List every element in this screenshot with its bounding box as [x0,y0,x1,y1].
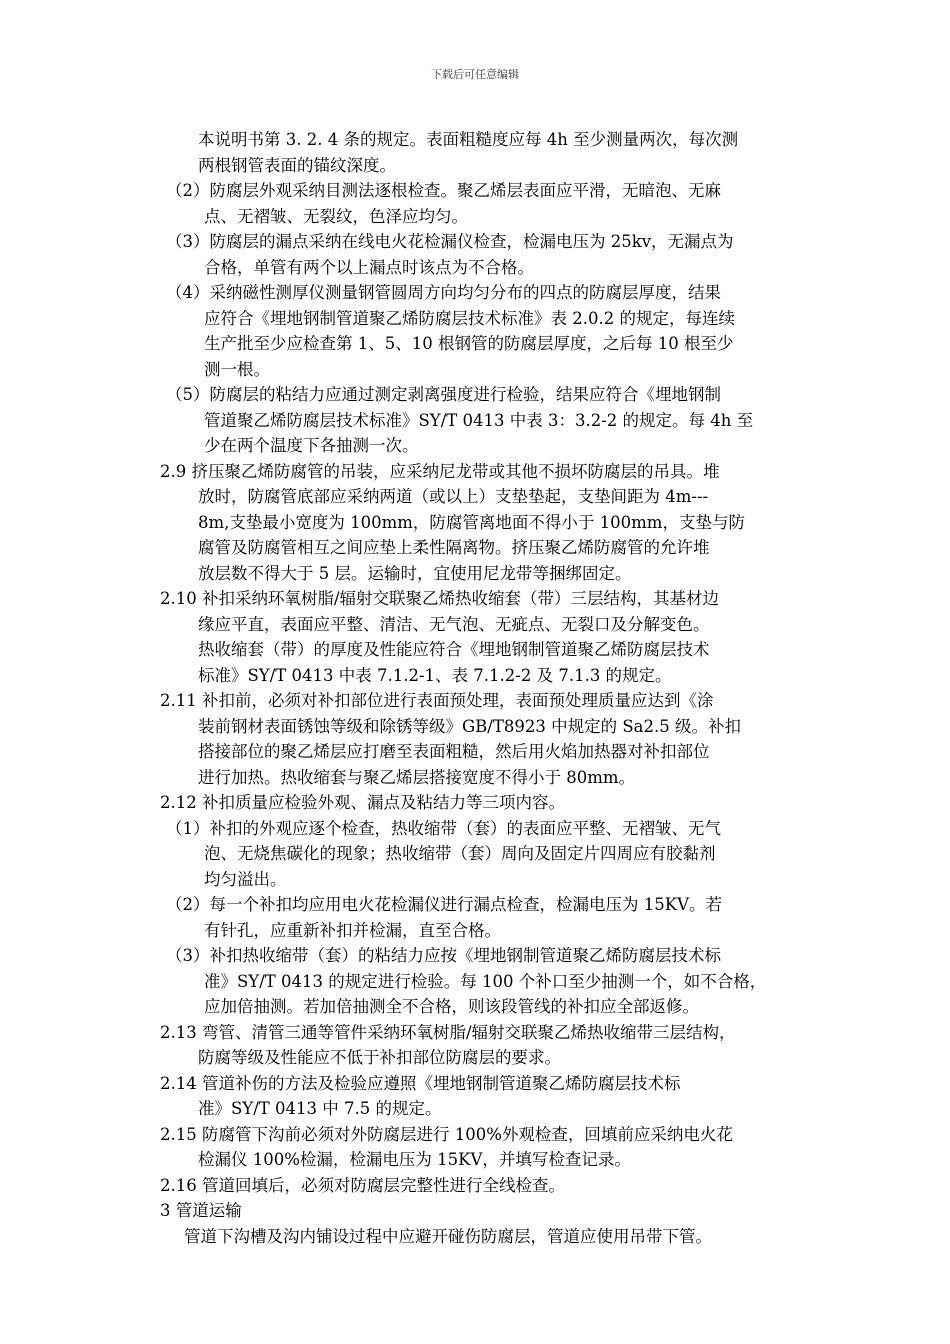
numbered-paragraph [160,1198,815,1224]
sub-item-paragraph [160,178,815,229]
text-line: 腐管及防腐管相互之间应垫上柔性隔离物。挤压聚乙烯防腐管的允许堆 [198,538,710,557]
text-line: 合格，单管有两个以上漏点时该点为不合格。 [204,257,534,277]
text-line: 防腐等级及性能应不低于补扣部位防腐层的要求。 [198,1048,561,1067]
text-line: 管道下沟槽及沟内铺设过程中应避开碰伤防腐层，管道应使用吊带下管。 [184,1226,712,1246]
text-line: 8m,支垫最小宽度为 100mm，防腐管离地面不得小于 100mm，支垫与防 [198,512,745,532]
document-body [160,127,815,1249]
text-line: 两根钢管表面的锚纹深度。 [198,155,396,175]
text-line: 管道聚乙烯防腐层技术标准》SY/T 0413 中表 3：3.2-2 的规定。每 4h 至 [204,410,754,430]
text-line: 2.13 弯管、清管三通等管件采纳环氧树脂/辐射交联聚乙烯热收缩带三层结构， [160,1022,736,1042]
text-line: 少在两个温度下各抽测一次。 [204,436,419,455]
text-line: 2.14 管道补伤的方法及检验应遵照《埋地钢制管道聚乙烯防腐层技术标 [160,1073,681,1093]
text-line: 3 管道运输 [160,1201,242,1220]
text-line: 装前钢材表面锈蚀等级和除锈等级》GB/T8923 中规定的 Sa2.5 级。补扣 [198,716,741,736]
text-line: 热收缩套（带）的厚度及性能应符合《埋地钢制管道聚乙烯防腐层技术 [198,640,710,659]
numbered-paragraph [160,459,815,587]
text-line: 2.11 补扣前，必须对补扣部位进行表面预处理，表面预处理质量应达到《涂 [160,691,714,710]
text-line: （2）每一个补扣均应用电火花检漏仪进行漏点检查，检漏电压为 15KV。若 [166,895,722,914]
text-line: 准》SY/T 0413 中 7.5 的规定。 [198,1099,442,1118]
text-line: 2.15 防腐管下沟前必须对外防腐层进行 100%外观检查，回填前应采纳电火花 [160,1124,733,1144]
numbered-paragraph [160,790,815,816]
text-line: 生产批至少应检查第 1、5、10 根钢管的防腐层厚度，之后每 10 根至少 [204,334,734,353]
text-line: 测一根。 [204,359,270,379]
paragraph [160,1224,815,1250]
text-line: 放时，防腐管底部应采纳两道（或以上）支垫垫起，支垫间距为 4m--- [198,487,709,506]
text-line: 应符合《埋地钢制管道聚乙烯防腐层技术标准》表 2.0.2 的规定，每连续 [204,308,735,328]
text-line: 泡、无烧焦碳化的现象；热收缩带（套）周向及固定片四周应有胶黏剂 [204,844,716,863]
text-line: （5）防腐层的粘结力应通过测定剥离强度进行检验，结果应符合《埋地钢制 [166,385,721,404]
text-line: （3）防腐层的漏点采纳在线电火花检漏仪检查，检漏电压为 25kv，无漏点为 [166,232,734,251]
numbered-paragraph [160,1020,815,1071]
text-line: 搭接部位的聚乙烯层应打磨至表面粗糙，然后用火焰加热器对补扣部位 [198,742,710,761]
text-line: 检漏仪 100%检漏，检漏电压为 15KV，并填写检查记录。 [198,1150,631,1169]
sub-item-paragraph [160,229,815,280]
text-line: 均匀溢出。 [204,869,287,889]
sub-item-paragraph [160,943,815,1020]
numbered-paragraph [160,1122,815,1173]
text-line: （4）采纳磁性测厚仪测量钢管圆周方向均匀分布的四点的防腐层厚度，结果 [166,283,721,302]
text-line: 2.12 补扣质量应检验外观、漏点及粘结力等三项内容。 [160,793,565,812]
numbered-paragraph [160,586,815,688]
text-line: 标准》SY/T 0413 中表 7.1.2-1、表 7.1.2-2 及 7.1.3 的规定。 [198,665,672,685]
text-line: 2.9 挤压聚乙烯防腐管的吊装，应采纳尼龙带或其他不损坏防腐层的吊具。堆 [160,461,720,481]
text-line: 放层数不得大于 5 层。运输时，宜使用尼龙带等捆绑固定。 [198,563,632,583]
sub-item-paragraph [160,280,815,382]
text-line: 有针孔，应重新补扣并检漏，直至合格。 [204,920,501,940]
text-line: （1）补扣的外观应逐个检查，热收缩带（套）的表面应平整、无褶皱、无气 [166,818,721,838]
text-line: 进行加热。热收缩套与聚乙烯层搭接宽度不得小于 80mm。 [198,767,636,787]
text-line: 点、无褶皱、无裂纹，色泽应均匀。 [204,206,468,226]
numbered-paragraph [160,1173,815,1199]
text-line: 缘应平直，表面应平整、清洁、无气泡、无疵点、无裂口及分解变色。 [198,614,710,634]
paragraph [160,127,815,178]
text-line: 本说明书第 3. 2. 4 条的规定。表面粗糙度应每 4h 至少测量两次，每次测 [198,130,739,149]
page-header: 下载后可任意编辑 [431,68,519,81]
numbered-paragraph [160,1071,815,1122]
sub-item-paragraph [160,816,815,893]
text-line: （2）防腐层外观采纳目测法逐根检查。聚乙烯层表面应平滑，无暗泡、无麻 [166,181,721,200]
text-line: （3）补扣热收缩带（套）的粘结力应按《埋地钢制管道聚乙烯防腐层技术标 [166,946,721,965]
numbered-paragraph [160,688,815,790]
text-line: 2.16 管道回填后，必须对防腐层完整性进行全线检查。 [160,1175,565,1195]
text-line: 准》SY/T 0413 的规定进行检验。每 100 个补口至少抽测一个，如不合格， [204,971,767,991]
text-line: 应加倍抽测。若加倍抽测全不合格，则该段管线的补扣应全部返修。 [204,997,699,1016]
sub-item-paragraph [160,892,815,943]
sub-item-paragraph [160,382,815,459]
text-line: 2.10 补扣采纳环氧树脂/辐射交联聚乙烯热收缩套（带）三层结构，其基材边 [160,589,720,608]
